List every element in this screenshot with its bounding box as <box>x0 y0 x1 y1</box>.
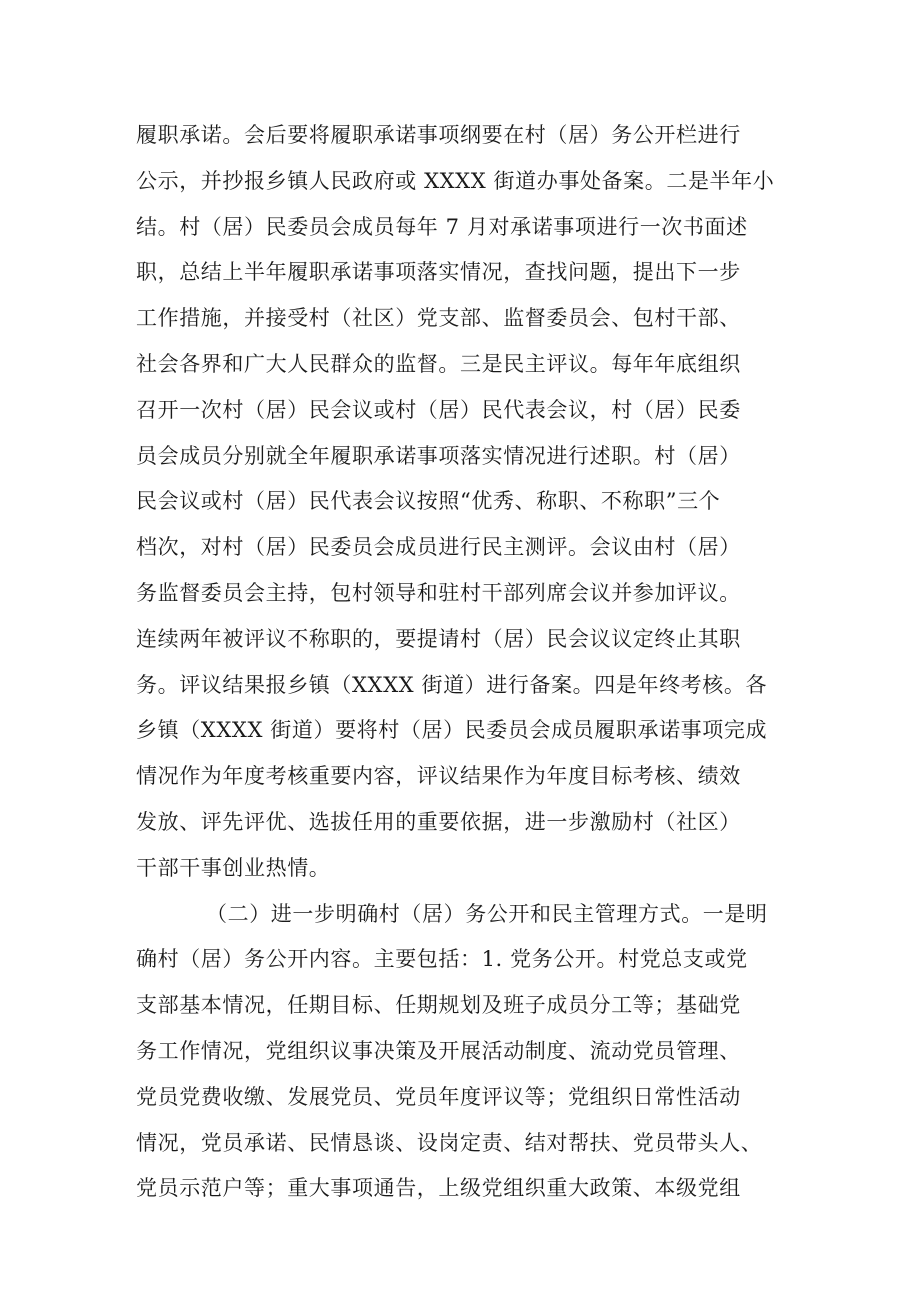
text-line: 社会各界和广大人民群众的监督。三是民主评议。每年年底组织 <box>136 351 741 376</box>
body-text <box>136 113 816 1212</box>
text-line: 民会议或村（居）民代表会议按照“优秀、称职、不称职”三个 <box>136 489 721 514</box>
text-line: 务监督委员会主持，包村领导和驻村干部列席会议并参加评议。 <box>136 580 741 605</box>
text-line: 支部基本情况，任期目标、任期规划及班子成员分工等；基础党 <box>136 993 741 1018</box>
text-line: 情况作为年度考核重要内容，评议结果作为年度目标考核、绩效 <box>136 764 741 789</box>
text-line: 员会成员分别就全年履职承诺事项落实情况进行述职。村（居） <box>136 443 741 468</box>
section-heading-line: （二）进一步明确村（居）务公开和民主管理方式。一是明 <box>206 901 768 926</box>
text-line: 连续两年被评议不称职的，要提请村（居）民会议议定终止其职 <box>136 626 741 651</box>
text-line: 务工作情况，党组织议事决策及开展活动制度、流动党员管理、 <box>136 1038 741 1063</box>
text-line: 乡镇（XXXX 街道）要将村（居）民委员会成员履职承诺事项完成 <box>136 718 768 743</box>
text-line: 职，总结上半年履职承诺事项落实情况，查找问题，提出下一步 <box>136 260 741 285</box>
text-line: 工作措施，并接受村（社区）党支部、监督委员会、包村干部、 <box>136 306 741 331</box>
text-line: 情况，党员承诺、民情恳谈、设岗定责、结对帮扶、党员带头人、 <box>136 1130 763 1155</box>
text-line: 党员示范户等；重大事项通告，上级党组织重大政策、本级党组 <box>136 1176 741 1201</box>
text-line: 发放、评先评优、选拔任用的重要依据，进一步激励村（社区） <box>136 809 741 834</box>
text-line: 干部干事创业热情。 <box>136 855 331 880</box>
text-line: 档次，对村（居）民委员会成员进行民主测评。会议由村（居） <box>136 535 741 560</box>
text-line: 结。村（居）民委员会成员每年 7 月对承诺事项进行一次书面述 <box>136 214 748 239</box>
text-line: 党员党费收缴、发展党员、党员年度评议等；党组织日常性活动 <box>136 1084 741 1109</box>
text-line: 履职承诺。会后要将履职承诺事项纲要在村（居）务公开栏进行 <box>136 123 741 147</box>
text-line: 确村（居）务公开内容。主要包括：1. 党务公开。村党总支或党 <box>136 947 748 972</box>
text-line: 召开一次村（居）民会议或村（居）民代表会议，村（居）民委 <box>136 397 741 422</box>
text-line: 公示，并抄报乡镇人民政府或 XXXX 街道办事处备案。二是半年小 <box>136 168 775 193</box>
text-line: 务。评议结果报乡镇（XXXX 街道）进行备案。四是年终考核。各 <box>136 672 768 697</box>
